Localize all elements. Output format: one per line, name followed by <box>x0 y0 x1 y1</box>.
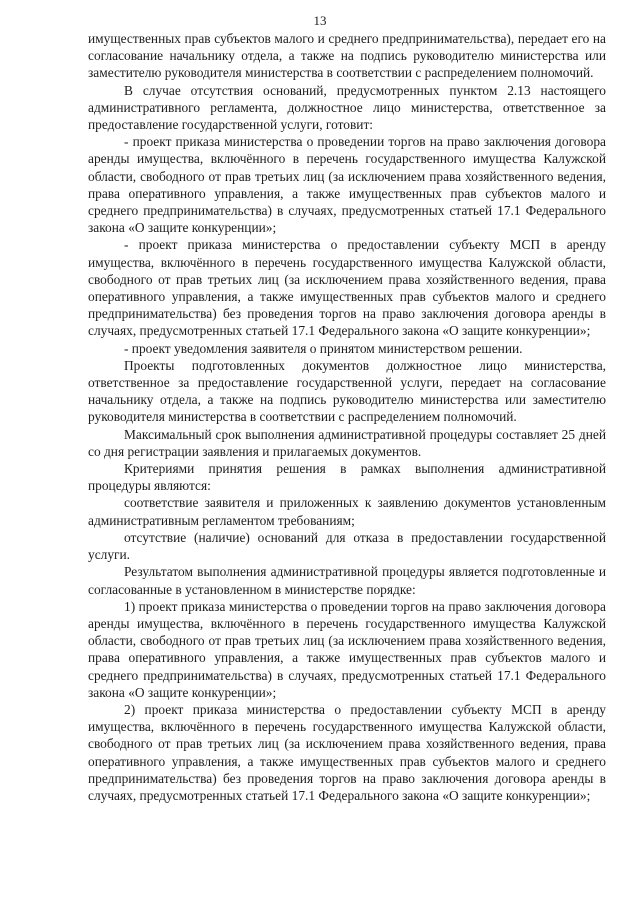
paragraph-prepares-intro: В случае отсутствия оснований, предусмотренных пунктом 2.13 настоящего административного регламента, должностное лицо министерства, ответственное за предоставление государственной услуги, готовит: <box>88 82 606 133</box>
paragraph-result-intro: Результатом выполнения административной процедуры является подготовленные и согласованные в установленном в министерстве порядке: <box>88 564 606 597</box>
page-number: 13 <box>313 13 327 28</box>
paragraph-bullet-notification: - проект уведомления заявителя о принятом министерством решении. <box>124 340 523 356</box>
paragraph-bullet-auction-order: - проект приказа министерства о проведении торгов на право заключения договора аренды имущества, включённого в перечень государственного имущества Калужской области, свободного от прав третьих лиц (за исключением права хозяйственного ведения, права оперативного управления, а также имущественных прав субъектов малого и среднего предпринимательства) в случаях, предусмотренных статьей 17.1 Федерального закона «О защите конкуренции»; <box>88 134 606 236</box>
paragraph-result-item-2: 2) проект приказа министерства о предоставлении субъекту МСП в аренду имущества, включённого в перечень государственного имущества Калужской области, свободного от прав третьих лиц (за исключением права хозяйственного ведения, права оперативного управления, а также имущественных прав субъектов малого и среднего предпринимательства) без проведения торгов на право заключения договора аренды в случаях, предусмотренных статьей 17.1 Федерального закона «О защите конкуренции»; <box>88 701 606 803</box>
paragraph-criterion-grounds: отсутствие (наличие) оснований для отказа в предоставлении государственной услуги. <box>88 529 606 563</box>
paragraph-continuation: имущественных прав субъектов малого и среднего предпринимательства), передает его на согласование начальнику отдела, а также на подпись руководителю министерства или заместителю руководителя министерства в соответствии с распределением полномочий. <box>88 31 606 81</box>
paragraph-criterion-compliance: соответствие заявителя и приложенных к заявлению документов установленным административным регламентом требованиям; <box>88 495 606 528</box>
paragraph-max-term: Максимальный срок выполнения административной процедуры составляет 25 дней со дня регистрации заявления и прилагаемых документов. <box>88 426 606 459</box>
paragraph-bullet-lease-order: - проект приказа министерства о предоставлении субъекту МСП в аренду имущества, включённого в перечень государственного имущества Калужской области, свободного от прав третьих лиц (за исключением права хозяйственного ведения, права оперативного управления, а также имущественных прав субъектов малого и среднего предпринимательства) без проведения торгов на право заключения договора аренды в случаях, предусмотренных статьей 17.1 Федерального закона «О защите конкуренции»; <box>88 237 606 339</box>
paragraph-criteria-intro: Критериями принятия решения в рамках выполнения административной процедуры являются: <box>88 461 606 494</box>
paragraph-result-item-1: 1) проект приказа министерства о проведении торгов на право заключения договора аренды имущества, включённого в перечень государственного имущества Калужской области, свободного от прав третьих лиц (за исключением права хозяйственного ведения, права оперативного управления, а также имущественных прав субъектов малого и среднего предпринимательства) в случаях, предусмотренных статьей 17.1 Федерального закона «О защите конкуренции»; <box>88 598 606 700</box>
document-body <box>88 30 606 804</box>
paragraph-draft-approval: Проекты подготовленных документов должностное лицо министерства, ответственное за предоставление государственной услуги, передает на согласование начальнику отдела, а также на подпись руководителю министерства или заместителю руководителя министерства в соответствии с распределением полномочий. <box>88 357 606 425</box>
